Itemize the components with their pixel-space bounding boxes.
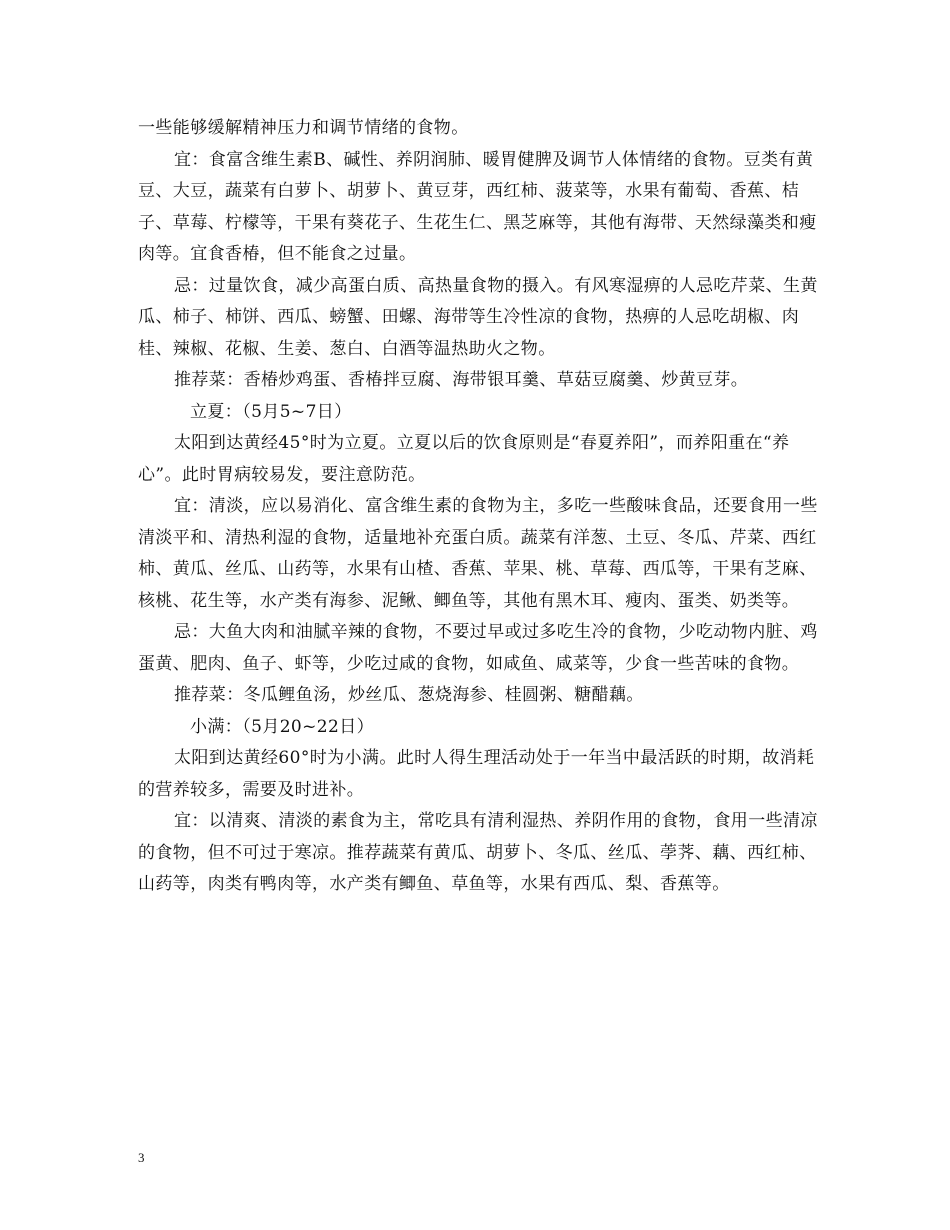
paragraph-continued: 一些能够缓解精神压力和调节情绪的食物。 bbox=[138, 118, 469, 138]
section-heading-xiaoman: 小满：（5月20~22日） bbox=[190, 716, 375, 737]
paragraph-lixia-avoid: 忌：大鱼大肉和油腻辛辣的食物，不要过早或过多吃生冷的食物，少吃动物内脏、鸡蛋黄、肥肉、鱼子、虾等，少吃过咸的食物，如咸鱼、咸菜等，少食一些苦味的食物。 bbox=[138, 622, 818, 674]
paragraph-xiaoman-suitable: 宜：以清爽、清淡的素食为主，常吃具有清利湿热、养阴作用的食物，食用一些清凉的食物，但不可过于寒凉。推荐蔬菜有黄瓜、胡萝卜、冬瓜、丝瓜、荸荠、藕、西红柿、山药等，肉类有鸭肉等，水产类有鲫鱼、草鱼等，水果有西瓜、梨、香蕉等。 bbox=[138, 811, 818, 894]
paragraph-suitable-foods: 宜：食富含维生素B、碱性、养阴润肺、暖胃健脾及调节人体情绪的食物。豆类有黄豆、大豆，蔬菜有白萝卜、胡萝卜、黄豆芽，西红柿、菠菜等，水果有葡萄、香蕉、桔子、草莓、柠檬等，干果有葵花子、生花生仁、黑芝麻等，其他有海带、天然绿藻类和瘦肉等。宜食香椿，但不能食之过量。 bbox=[138, 149, 817, 264]
page-number: 3 bbox=[138, 1150, 145, 1165]
paragraph-lixia-recommended: 推荐菜：冬瓜鲤鱼汤，炒丝瓜、葱烧海参、桂圆粥、糖醋藕。 bbox=[174, 685, 644, 705]
document-body bbox=[138, 113, 826, 901]
paragraph-lixia-intro: 太阳到达黄经45°时为立夏。立夏以后的饮食原则是“春夏养阳”，而养阳重在“养心”。此时胃病较易发，要注意防范。 bbox=[138, 433, 790, 485]
section-heading-lixia: 立夏：（5月5~7日） bbox=[190, 401, 352, 422]
paragraph-avoid-foods: 忌：过量饮食，减少高蛋白质、高热量食物的摄入。有风寒湿痹的人忌吃芹菜、生黄瓜、柿子、柿饼、西瓜、螃蟹、田螺、海带等生冷性凉的食物，热痹的人忌吃胡椒、肉桂、辣椒、花椒、生姜、葱白、白酒等温热助火之物。 bbox=[138, 275, 818, 359]
paragraph-xiaoman-intro: 太阳到达黄经60°时为小满。此时人得生理活动处于一年当中最活跃的时期，故消耗的营养较多，需要及时进补。 bbox=[138, 748, 815, 800]
paragraph-lixia-suitable: 宜：清淡，应以易消化、富含维生素的食物为主，多吃一些酸味食品，还要食用一些清淡平和、清热利湿的食物，适量地补充蛋白质。蔬菜有洋葱、土豆、冬瓜、芹菜、西红柿、黄瓜、丝瓜、山药等，水果有山楂、香蕉、苹果、桃、草莓、西瓜等，干果有芝麻、核桃、花生等，水产类有海参、泥鳅、鲫鱼等，其他有黑木耳、瘦肉、蛋类、奶类等。 bbox=[138, 496, 818, 611]
paragraph-recommended-dishes: 推荐菜：香椿炒鸡蛋、香椿拌豆腐、海带银耳羹、草菇豆腐羹、炒黄豆芽。 bbox=[174, 370, 749, 390]
